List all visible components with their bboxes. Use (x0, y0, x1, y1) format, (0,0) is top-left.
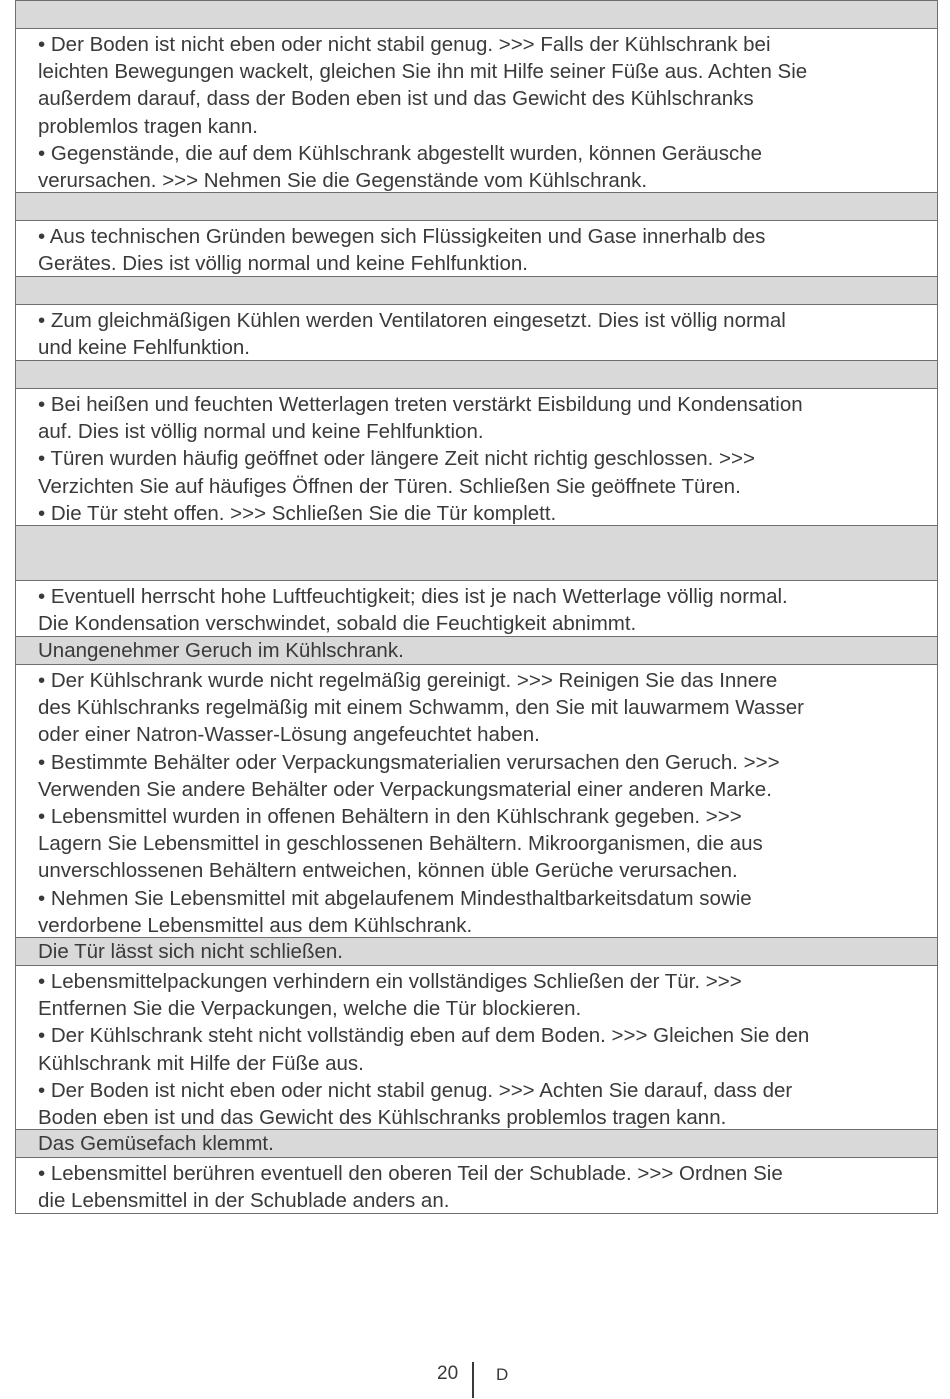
body-line: leichten Bewegungen wackelt, gleichen Sie ihn mit Hilfe seiner Füße aus. Achten Sie (38, 60, 808, 84)
body-line: und keine Fehlfunktion. (38, 336, 250, 360)
footer-divider (472, 1362, 474, 1398)
section-header-vegetable-drawer: Das Gemüsefach klemmt. (16, 1130, 937, 1158)
body-line: • Zum gleichmäßigen Kühlen werden Ventilatoren eingesetzt. Dies ist völlig normal (38, 309, 786, 332)
body-line: • Lebensmittel wurden in offenen Behältern in den Kühlschrank gegeben. >>> (38, 805, 742, 829)
body-line: Kühlschrank mit Hilfe der Füße aus. (38, 1051, 364, 1075)
body-line: • Der Boden ist nicht eben oder nicht stabil genug. >>> Achten Sie darauf, dass der (38, 1078, 793, 1102)
body-line: auf. Dies ist völlig normal und keine Fehlfunktion. (38, 420, 484, 444)
body-line: • Gegenstände, die auf dem Kühlschrank abgestellt wurden, können Geräusche (38, 141, 762, 165)
body-line: • Bei heißen und feuchten Wetterlagen treten verstärkt Eisbildung und Kondensation (38, 393, 803, 416)
body-line: • Der Boden ist nicht eben oder nicht stabil genug. >>> Falls der Kühlschrank bei (38, 33, 771, 56)
section-body (16, 966, 937, 1130)
body-line: Boden eben ist und das Gewicht des Kühlschranks problemlos tragen kann. (38, 1106, 727, 1130)
body-line: Entfernen Sie die Verpackungen, welche die Tür blockieren. (38, 997, 582, 1021)
body-line: • Eventuell herrscht hohe Luftfeuchtigkeit; dies ist je nach Wetterlage völlig normal. (38, 585, 788, 608)
section-body (16, 665, 937, 938)
section-header (16, 277, 937, 305)
body-line: • Lebensmittel berühren eventuell den oberen Teil der Schublade. >>> Ordnen Sie (38, 1162, 783, 1185)
section-body (16, 305, 937, 361)
body-line: • Die Tür steht offen. >>> Schließen Sie die Tür komplett. (38, 501, 557, 525)
body-line: • Lebensmittelpackungen verhindern ein vollständiges Schließen der Tür. >>> (38, 970, 742, 993)
body-line: problemlos tragen kann. (38, 114, 258, 138)
section-body (16, 389, 937, 526)
section-body (16, 581, 937, 637)
body-line: • Aus technischen Gründen bewegen sich Flüssigkeiten und Gase innerhalb des (38, 225, 766, 248)
body-line: • Der Kühlschrank wurde nicht regelmäßig gereinigt. >>> Reinigen Sie das Innere (38, 669, 778, 692)
section-header-unpleasant-odor: Unangenehmer Geruch im Kühlschrank. (16, 637, 937, 665)
section-body (16, 1158, 937, 1214)
section-body (16, 29, 937, 193)
section-header (16, 526, 937, 581)
body-line: Die Kondensation verschwindet, sobald die Feuchtigkeit abnimmt. (38, 612, 637, 636)
section-header-door-not-closing: Die Tür lässt sich nicht schließen. (16, 938, 937, 966)
language-code: D (496, 1365, 509, 1384)
body-line: Verzichten Sie auf häufiges Öffnen der Türen. Schließen Sie geöffnete Türen. (38, 474, 741, 498)
body-line: • Bestimmte Behälter oder Verpackungsmaterialien verursachen den Geruch. >>> (38, 750, 780, 774)
section-header (16, 1, 937, 29)
page-number: 20 (437, 1363, 459, 1384)
body-line: • Nehmen Sie Lebensmittel mit abgelaufenem Mindesthaltbarkeitsdatum sowie (38, 886, 752, 910)
section-body (16, 221, 937, 277)
body-line: verursachen. >>> Nehmen Sie die Gegenstände vom Kühlschrank. (38, 169, 648, 193)
body-line: verdorbene Lebensmittel aus dem Kühlschrank. (38, 913, 473, 937)
section-header (16, 193, 937, 221)
body-line: oder einer Natron-Wasser-Lösung angefeuchtet haben. (38, 723, 540, 747)
body-line: die Lebensmittel in der Schublade anders an. (38, 1189, 450, 1213)
troubleshooting-table (15, 0, 938, 1214)
body-line: Gerätes. Dies ist völlig normal und keine Fehlfunktion. (38, 252, 528, 276)
body-line: • Der Kühlschrank steht nicht vollständig eben auf dem Boden. >>> Gleichen Sie den (38, 1024, 810, 1048)
body-line: • Türen wurden häufig geöffnet oder längere Zeit nicht richtig geschlossen. >>> (38, 447, 755, 471)
page-footer (0, 1358, 950, 1398)
section-header (16, 361, 937, 389)
body-line: Verwenden Sie andere Behälter oder Verpackungsmaterial einer anderen Marke. (38, 777, 772, 801)
body-line: unverschlossenen Behältern entweichen, können üble Gerüche verursachen. (38, 859, 738, 883)
body-line: des Kühlschranks regelmäßig mit einem Schwamm, den Sie mit lauwarmem Wasser (38, 696, 804, 720)
body-line: Lagern Sie Lebensmittel in geschlossenen Behältern. Mikroorganismen, die aus (38, 832, 763, 856)
body-line: außerdem darauf, dass der Boden eben ist und das Gewicht des Kühlschranks (38, 87, 754, 111)
